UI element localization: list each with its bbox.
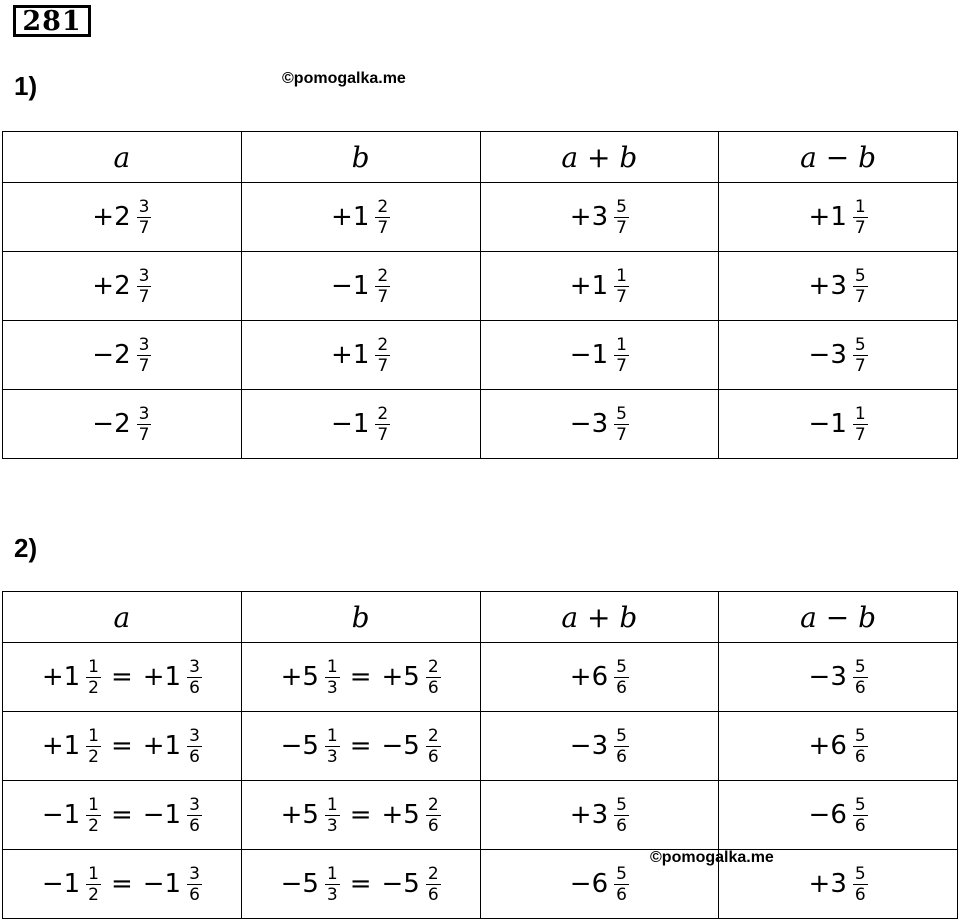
mixed-number [331,198,390,237]
whole-part: −3 [808,662,847,692]
numerator: 1 [854,196,866,217]
fraction [853,405,868,444]
fraction [426,865,441,904]
header-difference: a − b [719,132,958,183]
table-row [3,321,958,390]
whole-part: +2 [92,202,131,232]
denominator: 7 [377,424,389,445]
numerator: 5 [616,403,627,424]
numerator: 2 [427,656,439,677]
table-row [3,390,958,459]
fraction [137,405,152,444]
header-sum: a + b [480,592,719,643]
whole-part: −5 [280,731,319,761]
denominator: 7 [138,424,150,445]
numerator: 5 [616,794,627,815]
fraction [614,727,629,766]
cell-a [3,643,242,712]
whole-part: −3 [569,409,609,439]
table-row [3,781,958,850]
mixed-number [570,198,629,237]
expression [570,727,629,766]
fraction [614,198,629,237]
equals-sign: = [110,869,133,899]
mixed-number [570,267,629,306]
denominator: 2 [88,815,99,836]
denominator: 2 [88,677,99,698]
numerator: 2 [377,265,389,286]
denominator: 7 [377,355,389,376]
denominator: 2 [88,746,99,767]
mixed-number [570,658,629,697]
fraction [187,658,202,697]
header-sum: a + b [480,132,719,183]
mixed-number [42,658,101,697]
expression [331,405,390,444]
denominator: 7 [377,217,389,238]
denominator: 6 [616,677,627,698]
whole-part: +3 [569,202,609,232]
header-a: a [3,592,242,643]
denominator: 6 [616,815,627,836]
mixed-number [809,198,868,237]
mixed-number [143,796,202,835]
fraction [325,865,340,904]
part-2-table [2,591,958,919]
fraction [426,658,441,697]
mixed-number [92,267,151,306]
numerator: 1 [326,656,338,677]
cell-difference [719,252,958,321]
mixed-number [570,796,629,835]
equals-sign: = [110,731,133,761]
fraction [137,267,152,306]
numerator: 3 [189,794,200,815]
numerator: 1 [88,725,99,746]
mixed-number [92,336,151,375]
mixed-number [382,727,441,766]
cell-b [241,781,480,850]
denominator: 7 [138,286,150,307]
expression [809,727,868,766]
part-2-label: 2) [14,533,38,563]
denominator: 7 [377,286,389,307]
expression [92,405,151,444]
expression [809,405,868,444]
whole-part: −3 [808,340,847,370]
cell-b [241,183,480,252]
whole-part: +3 [808,869,847,899]
numerator: 1 [88,794,99,815]
whole-part: −5 [280,869,319,899]
cell-a [3,390,242,459]
mixed-number [42,796,101,835]
denominator: 7 [854,217,866,238]
fraction [187,796,202,835]
expression [570,267,629,306]
denominator: 6 [427,815,439,836]
expression [281,865,441,904]
fraction [187,865,202,904]
cell-sum [480,390,719,459]
fraction [375,267,390,306]
expression [281,796,441,835]
table-row [3,643,958,712]
whole-part: +1 [331,340,370,370]
numerator: 2 [377,334,389,355]
whole-part: −1 [808,409,847,439]
whole-part: −1 [41,800,81,830]
expression [92,336,151,375]
mixed-number [809,865,868,904]
numerator: 1 [326,725,338,746]
numerator: 5 [854,334,866,355]
expression [570,198,629,237]
denominator: 6 [854,815,866,836]
mixed-number [570,865,629,904]
expression [331,267,390,306]
whole-part: +1 [331,202,370,232]
mixed-number [143,865,202,904]
fraction [853,658,868,697]
denominator: 2 [88,884,99,905]
numerator: 3 [189,656,200,677]
fraction [187,727,202,766]
header-b: b [241,132,480,183]
whole-part: −5 [381,869,420,899]
fraction [325,658,340,697]
numerator: 1 [854,403,866,424]
mixed-number [809,336,868,375]
cell-sum [480,643,719,712]
expression [92,198,151,237]
fraction [325,796,340,835]
whole-part: +1 [41,731,81,761]
expression [570,336,629,375]
table-header-row [3,132,958,183]
fraction [426,796,441,835]
fraction [853,727,868,766]
denominator: 7 [138,217,150,238]
mixed-number [42,865,101,904]
cell-difference [719,781,958,850]
cell-a [3,712,242,781]
cell-difference [719,712,958,781]
denominator: 6 [189,815,200,836]
expression [281,658,441,697]
numerator: 1 [326,863,338,884]
numerator: 3 [138,196,150,217]
numerator: 3 [138,334,150,355]
denominator: 7 [616,424,627,445]
part-1-label: 1) [14,71,38,101]
numerator: 5 [854,794,866,815]
fraction [375,198,390,237]
whole-part: +2 [92,271,131,301]
numerator: 1 [88,863,99,884]
fraction [853,198,868,237]
expression [570,405,629,444]
denominator: 6 [189,677,200,698]
fraction [375,336,390,375]
expression [809,267,868,306]
mixed-number [809,267,868,306]
numerator: 3 [189,863,200,884]
denominator: 6 [427,746,439,767]
denominator: 7 [138,355,150,376]
denominator: 6 [189,884,200,905]
part-1-table [2,131,958,459]
denominator: 6 [616,746,627,767]
equals-sign: = [110,662,133,692]
denominator: 7 [854,286,866,307]
cell-a [3,321,242,390]
fraction [614,796,629,835]
fraction [137,198,152,237]
fraction [853,267,868,306]
numerator: 2 [377,403,389,424]
fraction [853,865,868,904]
cell-b [241,321,480,390]
whole-part: −1 [569,340,609,370]
equals-sign: = [349,662,372,692]
header-b: b [241,592,480,643]
expression [570,658,629,697]
expression [570,796,629,835]
equals-sign: = [110,800,133,830]
numerator: 1 [326,794,338,815]
equals-sign: = [349,731,372,761]
expression [42,658,202,697]
fraction [325,727,340,766]
numerator: 5 [854,725,866,746]
whole-part: −5 [381,731,420,761]
problem-number: 281 [13,5,91,37]
equals-sign: = [349,800,372,830]
fraction [86,658,101,697]
whole-part: −1 [41,869,81,899]
cell-b [241,390,480,459]
expression [570,865,629,904]
expression [809,865,868,904]
fraction [614,336,629,375]
fraction [853,336,868,375]
numerator: 1 [616,265,627,286]
mixed-number [92,405,151,444]
mixed-number [42,727,101,766]
whole-part: −1 [142,869,182,899]
mixed-number [809,405,868,444]
whole-part: +5 [280,662,319,692]
denominator: 3 [326,677,338,698]
denominator: 7 [616,286,627,307]
numerator: 5 [854,265,866,286]
denominator: 7 [854,355,866,376]
numerator: 3 [189,725,200,746]
whole-part: −1 [331,271,370,301]
expression [281,727,441,766]
whole-part: −1 [331,409,370,439]
cell-sum [480,712,719,781]
cell-b [241,712,480,781]
denominator: 6 [616,884,627,905]
cell-sum [480,781,719,850]
denominator: 6 [854,884,866,905]
whole-part: +3 [569,800,609,830]
table-row [3,252,958,321]
expression [42,865,202,904]
expression [42,796,202,835]
header-a: a [3,132,242,183]
cell-sum [480,252,719,321]
cell-difference [719,321,958,390]
mixed-number [570,336,629,375]
whole-part: −3 [569,731,609,761]
mixed-number [809,796,868,835]
fraction [853,796,868,835]
expression [809,658,868,697]
mixed-number [570,405,629,444]
numerator: 1 [616,334,627,355]
whole-part: +3 [808,271,847,301]
mixed-number [570,727,629,766]
equals-sign: = [349,869,372,899]
denominator: 7 [616,355,627,376]
fraction [614,865,629,904]
expression [809,336,868,375]
expression [331,198,390,237]
mixed-number [809,658,868,697]
expression [809,796,868,835]
mixed-number [382,865,441,904]
denominator: 6 [427,677,439,698]
fraction [86,727,101,766]
expression [42,727,202,766]
numerator: 5 [616,196,627,217]
mixed-number [331,336,390,375]
cell-difference [719,643,958,712]
whole-part: −1 [142,800,182,830]
numerator: 1 [88,656,99,677]
fraction [614,267,629,306]
numerator: 3 [138,265,150,286]
denominator: 6 [189,746,200,767]
numerator: 5 [616,725,627,746]
denominator: 6 [427,884,439,905]
mixed-number [143,727,202,766]
whole-part: +1 [142,662,182,692]
whole-part: +6 [808,731,847,761]
fraction [614,405,629,444]
mixed-number [281,727,340,766]
fraction [426,727,441,766]
numerator: 5 [616,656,627,677]
fraction [86,796,101,835]
whole-part: +1 [142,731,182,761]
mixed-number [143,658,202,697]
numerator: 5 [616,863,627,884]
mixed-number [331,267,390,306]
table-row [3,712,958,781]
numerator: 2 [427,794,439,815]
cell-b [241,643,480,712]
denominator: 6 [854,677,866,698]
mixed-number [382,658,441,697]
cell-sum [480,321,719,390]
numerator: 3 [138,403,150,424]
fraction [137,336,152,375]
cell-a [3,183,242,252]
mixed-number [281,796,340,835]
whole-part: +1 [808,202,847,232]
numerator: 5 [854,863,866,884]
cell-b [241,252,480,321]
cell-a [3,781,242,850]
whole-part: +5 [381,800,420,830]
mixed-number [92,198,151,237]
mixed-number [281,658,340,697]
mixed-number [331,405,390,444]
cell-difference [719,183,958,252]
watermark-bottom: ©pomogalka.me [650,849,774,866]
whole-part: +6 [569,662,609,692]
denominator: 3 [326,746,338,767]
table-row [3,183,958,252]
numerator: 2 [427,725,439,746]
expression [331,336,390,375]
cell-b [241,850,480,919]
denominator: 6 [854,746,866,767]
numerator: 5 [854,656,866,677]
denominator: 7 [854,424,866,445]
fraction [614,658,629,697]
mixed-number [281,865,340,904]
whole-part: −2 [92,340,131,370]
cell-a [3,252,242,321]
numerator: 2 [427,863,439,884]
numerator: 2 [377,196,389,217]
whole-part: +1 [569,271,609,301]
fraction [86,865,101,904]
mixed-number [809,727,868,766]
table-header-row [3,592,958,643]
denominator: 7 [616,217,627,238]
denominator: 3 [326,815,338,836]
whole-part: +5 [280,800,319,830]
header-difference: a − b [719,592,958,643]
cell-a [3,850,242,919]
whole-part: +1 [41,662,81,692]
denominator: 3 [326,884,338,905]
table-row [3,850,958,919]
whole-part: −6 [569,869,609,899]
expression [809,198,868,237]
watermark-top: ©pomogalka.me [282,70,406,87]
whole-part: −2 [92,409,131,439]
mixed-number [382,796,441,835]
expression [92,267,151,306]
cell-sum [480,183,719,252]
whole-part: +5 [381,662,420,692]
whole-part: −6 [808,800,847,830]
fraction [375,405,390,444]
cell-difference [719,390,958,459]
